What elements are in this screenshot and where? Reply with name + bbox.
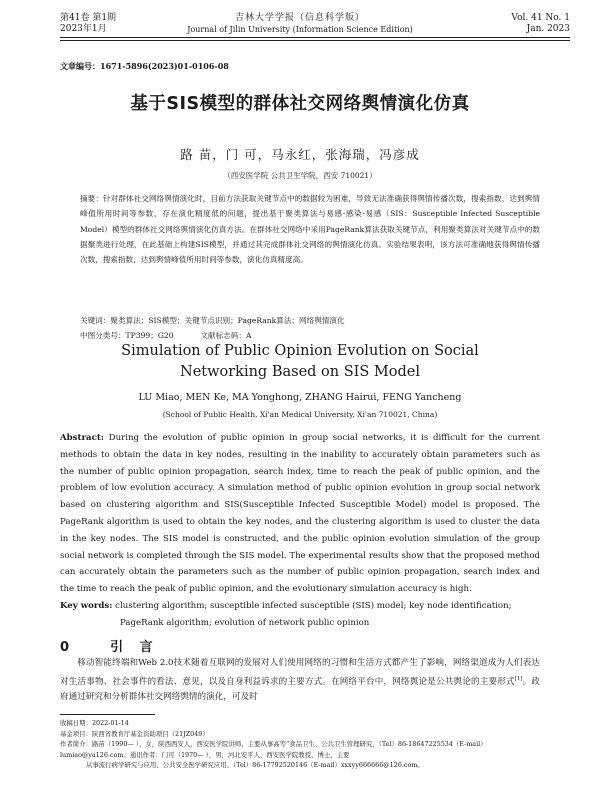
- section-number: 0: [60, 640, 76, 655]
- en-keywords: [60, 598, 540, 632]
- cn-clc-number: 中图分类号：TP399；G20: [80, 331, 174, 340]
- footnote: [60, 718, 540, 771]
- header-rule: [60, 37, 570, 38]
- cn-affiliation: （西安医学院 公共卫生学院，西安 710021）: [223, 171, 377, 180]
- header-date-cn: 2023年1月: [60, 24, 107, 34]
- footnote-author-bio-cont: 从事流行病学研究与应用、公共安全医学研究应用、（Tel）86-17792520146（E-mail）xxxyy666666@126.com。: [86, 761, 424, 769]
- en-title-line-2: Networking Based on SIS Model: [180, 364, 420, 380]
- intro-paragraph: [60, 656, 540, 705]
- footnote-received: 收稿日期：2022-01-14: [60, 719, 129, 727]
- en-abstract: [60, 430, 540, 598]
- cn-keywords: 关键词：聚类算法；SIS模型；关键节点识别；PageRank算法；网络舆情演化: [80, 316, 345, 325]
- intro-paragraph-end: 。政府通过研究和分析群体社交网络舆情的演化，可及时: [60, 676, 540, 702]
- citation-1: [1]: [514, 675, 523, 682]
- en-title: [30, 341, 570, 383]
- en-abstract-label: Abstract:: [60, 433, 104, 443]
- section-title: 引 言: [110, 640, 159, 655]
- header-journal-cn: 吉林大学学报（信息科学版）: [234, 13, 365, 23]
- en-abstract-text: During the evolution of public opinion in group social networks, it is difficult for the current methods to obtain the data in key nodes, resulting in the inability to accurately obtain parameters such as the number of public opinion propagation, search index, time to reach the peak of public opinion, and the problem of low evolution accuracy. A simulation method of public opinion evolution in group social network based on clustering algorithm and SIS(Susceptible Infected Susceptible Model) model is proposed. The PageRank algorithm is used to obtain the key nodes, and the clustering algorithm is used to cluster the data in the key nodes. The SIS model is constructed, and the public opinion evolution simulation of the group social network is completed through the SIS model. The experimental results show that the proposed method can accurately obtain the parameters such as the number of public opinion propagation, search index and the time to reach the peak of public opinion, and the evolutionary simulation accuracy is high.: [60, 433, 540, 595]
- header-volume-cn: 第41卷 第1期: [60, 13, 117, 23]
- article-number: 文章编号：1671-5896(2023)01-0106-08: [60, 61, 229, 71]
- header-volume-en: Vol. 41 No. 1: [511, 13, 570, 23]
- header-rule-thin: [60, 40, 570, 41]
- footnote-fund: 基金项目：陕西省教育厅基金资助项目（21JZ049）: [60, 729, 209, 738]
- header-date-en: Jan. 2023: [526, 24, 570, 34]
- en-keywords-label: Key words:: [60, 601, 113, 611]
- cn-title: 基于SIS模型的群体社交网络舆情演化仿真: [130, 94, 470, 114]
- en-keywords-line-2: PageRank algorithm; evolution of network public opinion: [120, 617, 370, 628]
- cn-document-code: 文献标志码：A: [200, 331, 252, 340]
- en-authors: LU Miao, MEN Ke, MA Yonghong, ZHANG Hairui, FENG Yancheng: [138, 392, 462, 403]
- en-title-line-1: Simulation of Public Opinion Evolution on Social: [121, 343, 479, 359]
- header-journal-en: Journal of Jilin University (Information Science Edition): [187, 25, 413, 34]
- intro-paragraph-text: 移动智能终端和Web 2.0技术随着互联网的发展对人们使用网络的习惯和生活方式都产生了影响，网络渠道成为人们表达对生活事物、社会事件的看法、意见，以及自身利益诉求的主要方式。在网络平台中，网络舆论是公共舆论的主要形式: [60, 658, 540, 687]
- en-affiliation: (School of Public Health, Xi'an Medical University, Xi'an 710021, China): [162, 410, 438, 419]
- footnote-author-bio: 作者简介：路苗（1990— ），女，陕西西安人，西安医学院讲师，主要从事高等“食品卫生、公共卫生管理研究，（Tel）86-18647225534（E-mail）lumiao@ya126.com；通讯作者：门可（1970— ），男，河北安平人，西安医学院教授，博士，主要: [60, 740, 487, 759]
- cn-authors: 路 苗，门 可，马永红，张海瑞，冯彦成: [180, 147, 420, 162]
- footnote-rule: [60, 714, 155, 715]
- cn-abstract: 摘要：针对群体社交网络舆情演化时，目前方法获取关键节点中的数据较为困难，导致无法准确获得舆情传播次数，搜索指数，达到舆情峰值所用时间等参数，存在演化精度低的问题，提出基于聚类算法与易感-感染-易感（SIS：Susceptible Infected Susceptible Model）模型的群体社交网络舆情演化仿真方法。在群体社交网络中采用PageRank算法获取关键节点，利用聚类算法对关键节点中的数据聚类进行处理，在此基础上构建SIS模型，并通过其完成群体社交网络的舆情演化仿真。实验结果表明，该方法可准确地获得舆情传播次数，搜索指数，达到舆情峰值所用时间等参数，演化仿真精度高。: [80, 194, 540, 265]
- section-heading: [60, 636, 159, 655]
- en-keywords-line-1: clustering algorithm; susceptible infected susceptible (SIS) model; key node identification;: [112, 601, 512, 611]
